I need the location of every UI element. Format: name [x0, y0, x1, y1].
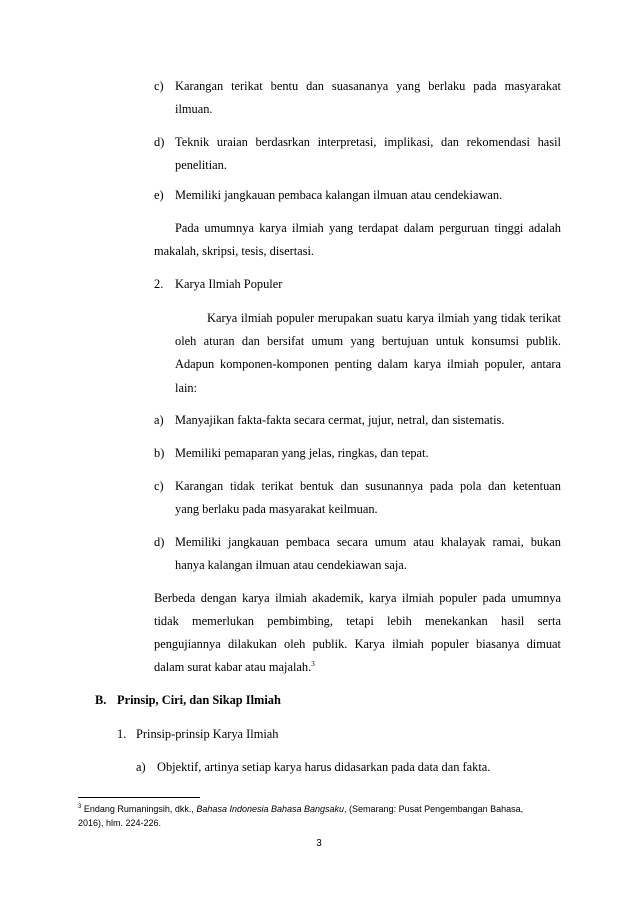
subheading: Karya Ilmiah Populer	[175, 277, 283, 291]
list-item-text: ilmuan.	[175, 102, 213, 116]
list-item-text: Karangan tidak terikat bentuk dan susunannya pada pola dan ketentuan	[175, 479, 561, 493]
section-heading: Prinsip, Ciri, dan Sikap Ilmiah	[117, 693, 281, 707]
subheading-number: 2.	[154, 277, 164, 291]
list-item-text: Memiliki jangkauan pembaca secara umum atau khalayak ramai, bukan	[175, 535, 561, 549]
footnote-reference[interactable]: 3	[311, 659, 315, 668]
list-item-text: Teknik uraian berdasrkan interpretasi, implikasi, dan rekomendasi hasil	[175, 135, 561, 149]
list-marker: a)	[154, 413, 164, 427]
section-marker: B.	[95, 693, 107, 707]
footnote-number: 3	[78, 804, 82, 810]
list-marker: c)	[154, 79, 164, 93]
subheading-number: 1.	[117, 727, 127, 741]
paragraph-line: Berbeda dengan karya ilmiah akademik, karya ilmiah populer pada umumnya	[154, 591, 561, 605]
paragraph-line	[154, 659, 315, 675]
list-marker: c)	[154, 479, 164, 493]
list-item-text: hanya kalangan ilmuan atau cendekiawan saja.	[175, 558, 407, 572]
list-marker: b)	[154, 446, 165, 460]
list-marker: e)	[154, 188, 164, 202]
paragraph-line: makalah, skripsi, tesis, disertasi.	[154, 244, 315, 258]
paragraph-line: Karya ilmiah populer merupakan suatu karya ilmiah yang tidak terikat	[207, 311, 561, 325]
footnote-separator	[78, 797, 200, 798]
list-item-text: Memiliki jangkauan pembaca kalangan ilmuan atau cendekiawan.	[175, 188, 503, 202]
paragraph-line: lain:	[175, 381, 198, 395]
paragraph-line: pengujiannya dilakukan oleh publik. Karya ilmiah populer biasanya dimuat	[154, 637, 561, 651]
list-item-text: penelitian.	[175, 158, 227, 172]
list-item-text: Memiliki pemaparan yang jelas, ringkas, dan tepat.	[175, 446, 429, 460]
paragraph-line: oleh aturan dan bersifat umum yang bertujuan untuk konsumsi publik.	[175, 334, 561, 348]
list-item-text: Objektif, artinya setiap karya harus didasarkan pada data dan fakta.	[157, 760, 491, 774]
footnote-line	[78, 803, 523, 815]
paragraph-line: Adapun komponen-komponen penting dalam karya ilmiah populer, antara	[175, 357, 561, 371]
list-marker: d)	[154, 535, 165, 549]
paragraph-text: dalam surat kabar atau majalah.	[154, 660, 312, 674]
footnote-line: 2016), hlm. 224-226.	[78, 818, 162, 828]
list-item-text: Karangan terikat bentu dan suasananya yang berlaku pada masyarakat	[175, 79, 561, 93]
list-item-text: Manyajikan fakta-fakta secara cermat, jujur, netral, dan sistematis.	[175, 413, 505, 427]
paragraph-line: Pada umumnya karya ilmiah yang terdapat dalam perguruan tinggi adalah	[175, 221, 561, 235]
list-item-text: yang berlaku pada masyarakat keilmuan.	[175, 502, 378, 516]
list-marker: d)	[154, 135, 165, 149]
footnote-author: Endang Rumaningsih, dkk.,	[81, 804, 197, 814]
subheading: Prinsip-prinsip Karya Ilmiah	[136, 727, 279, 741]
footnote-publisher: , (Semarang: Pusat Pengembangan Bahasa,	[344, 804, 524, 814]
footnote-title: Bahasa Indonesia Bahasa Bangsaku	[196, 804, 345, 814]
list-marker: a)	[136, 760, 146, 774]
paragraph-line: tidak memerlukan pembimbing, tetapi lebih menekankan hasil serta	[154, 614, 561, 628]
page-number: 3	[316, 838, 322, 849]
